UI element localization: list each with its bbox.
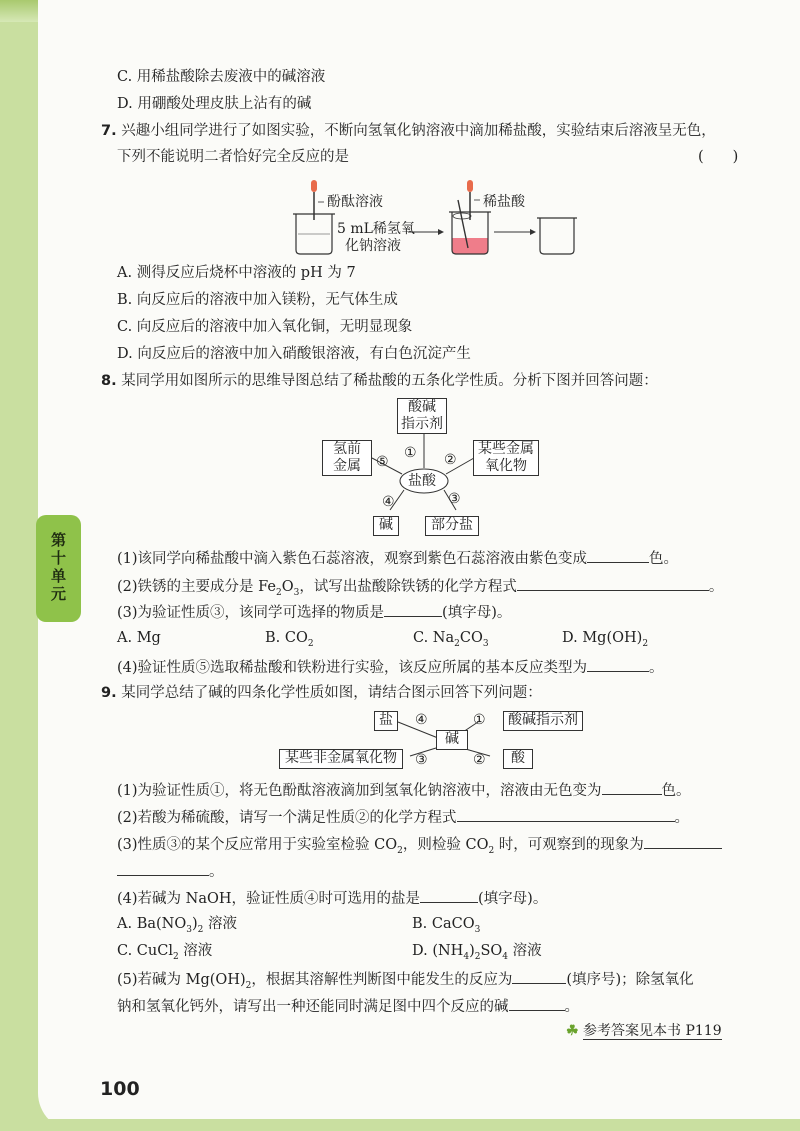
center-label-hcl: 盐酸 <box>408 473 436 489</box>
answer-reference: ☘ 参考答案见本书 P119 <box>566 1023 722 1039</box>
q9-part-3-cont: 。 <box>117 860 224 882</box>
key-icon: ☘ <box>566 1023 579 1039</box>
q9-part-3: (3)性质③的某个反应常用于实验室检验 $CO_2$，则检验 $CO_2$ 时，可观察到的现象为 <box>117 833 722 861</box>
q9-part-5: (5)若碱为 $Mg(OH)_2$，根据其溶解性判断图中能发生的反应为 (填序号)；除氢氧化 <box>117 968 694 996</box>
circle-num-1: ① <box>404 445 417 461</box>
circle-num-4b: ④ <box>415 712 428 728</box>
circle-num-2b: ② <box>473 752 486 768</box>
node-some-salts: 部分盐 <box>425 516 479 536</box>
node-indicator-2: 酸碱指示剂 <box>503 711 583 731</box>
side-tab-char: 单 <box>50 567 66 585</box>
circle-num-1b: ① <box>473 712 486 728</box>
q7-experiment-figure <box>290 172 580 256</box>
q7-number: 7. <box>101 123 117 139</box>
q7-option-d: D. 向反应后的溶液中加入硝酸银溶液，有白色沉淀产生 <box>117 346 471 362</box>
node-nonmetal-oxide: 某些非金属氧化物 <box>279 749 403 769</box>
q6-option-c: C. 用稀盐酸除去废液中的碱溶液 <box>117 69 326 85</box>
page-number: 100 <box>100 1078 140 1100</box>
q8-option-b: B. $CO_2$ <box>265 630 314 649</box>
node-salt: 盐 <box>374 711 398 731</box>
node-metal-oxide: 某些金属 氧化物 <box>473 440 539 476</box>
q8-number: 8. <box>101 373 117 389</box>
label-phenolphthalein: 酚酞溶液 <box>327 194 383 210</box>
q7-option-c: C. 向反应后的溶液中加入氧化铜，无明显现象 <box>117 319 413 335</box>
q7-answer-paren: ( ) <box>698 149 739 165</box>
q8-option-d: D. $Mg(OH)_2$ <box>562 630 649 649</box>
node-base: 碱 <box>373 516 399 536</box>
q9-part-1: (1)为验证性质①，将无色酚酞溶液滴加到氢氧化钠溶液中，溶液由无色变为 色。 <box>117 779 691 801</box>
circle-num-5: ⑤ <box>376 454 389 470</box>
q7-option-b: B. 向反应后的溶液中加入镁粉，无气体生成 <box>117 292 398 308</box>
q9-option-d: D. $(NH_4)_2SO_4$ 溶液 <box>412 943 542 962</box>
node-acid: 酸 <box>503 749 533 769</box>
circle-num-4: ④ <box>382 494 395 510</box>
q9-part-2: (2)若酸为稀硫酸，请写一个满足性质②的化学方程式 。 <box>117 806 689 828</box>
q9-option-a: A. $Ba(NO_3)_2$ 溶液 <box>117 916 237 935</box>
side-tab-char: 十 <box>50 549 66 567</box>
side-tab-char: 元 <box>50 585 66 603</box>
q9-number: 9. <box>101 685 117 701</box>
q8-part-1: (1)该同学向稀盐酸中滴入紫色石蕊溶液，观察到紫色石蕊溶液由紫色变成 色。 <box>117 547 678 569</box>
label-naoh-2: 化钠溶液 <box>345 238 401 254</box>
q6-option-d: D. 用硼酸处理皮肤上沾有的碱 <box>117 96 312 112</box>
q9-part-5-cont: 钠和氢氧化钙外，请写出一种还能同时满足图中四个反应的碱 。 <box>117 995 579 1017</box>
circle-num-3b: ③ <box>415 752 428 768</box>
q9-option-b: B. CaCO$_3$ <box>412 916 481 935</box>
dropper-bulb-2 <box>467 180 473 192</box>
circle-num-3: ③ <box>448 491 461 507</box>
q7-option-a: A. 测得反应后烧杯中溶液的 pH 为 7 <box>117 265 356 281</box>
q8-part-3: (3)为验证性质③，该同学可选择的物质是 (填字母)。 <box>117 601 511 623</box>
q8-option-a: A. Mg <box>117 630 161 646</box>
q7-line1 <box>101 121 716 141</box>
q8-option-c: C. $Na_2CO_3$ <box>413 630 489 649</box>
node-indicator: 酸碱 指示剂 <box>397 398 447 434</box>
q7-stem-2: 下列不能说明二者恰好完全反应的是 <box>117 149 349 165</box>
unit-side-tab <box>36 515 81 622</box>
dropper-bulb-1 <box>311 180 317 192</box>
q8-part-2: (2)铁锈的主要成分是 $Fe_2O_3$，试写出盐酸除铁锈的化学方程式 。 <box>117 575 723 603</box>
node-base-center: 碱 <box>436 730 468 750</box>
node-active-metal: 氢前 金属 <box>322 440 372 476</box>
side-tab-char: 第 <box>50 531 66 549</box>
bottom-border <box>0 1119 800 1131</box>
q9-stem: 9. 某同学总结了碱的四条化学性质如图，请结合图示回答下列问题： <box>101 685 542 701</box>
circle-num-2: ② <box>444 452 457 468</box>
label-hcl: 稀盐酸 <box>483 194 525 210</box>
q9-part-4: (4)若碱为 NaOH，验证性质④时可选用的盐是 (填字母)。 <box>117 887 547 909</box>
q9-option-c: C. CuCl$_2$ 溶液 <box>117 943 213 962</box>
q7-stem-1: 兴趣小组同学进行了如图实验，不断向氢氧化钠溶液中滴加稀盐酸，实验结束后溶液呈无色， <box>121 123 716 139</box>
pink-solution <box>452 238 488 254</box>
beaker-3 <box>540 218 574 254</box>
label-naoh-1: 5 mL稀氢氧 <box>337 221 415 237</box>
q8-part-4: (4)验证性质⑤选取稀盐酸和铁粉进行实验，该反应所属的基本反应类型为 。 <box>117 656 664 678</box>
q8-stem: 8. 某同学用如图所示的思维导图总结了稀盐酸的五条化学性质。分析下图并回答问题： <box>101 373 658 389</box>
